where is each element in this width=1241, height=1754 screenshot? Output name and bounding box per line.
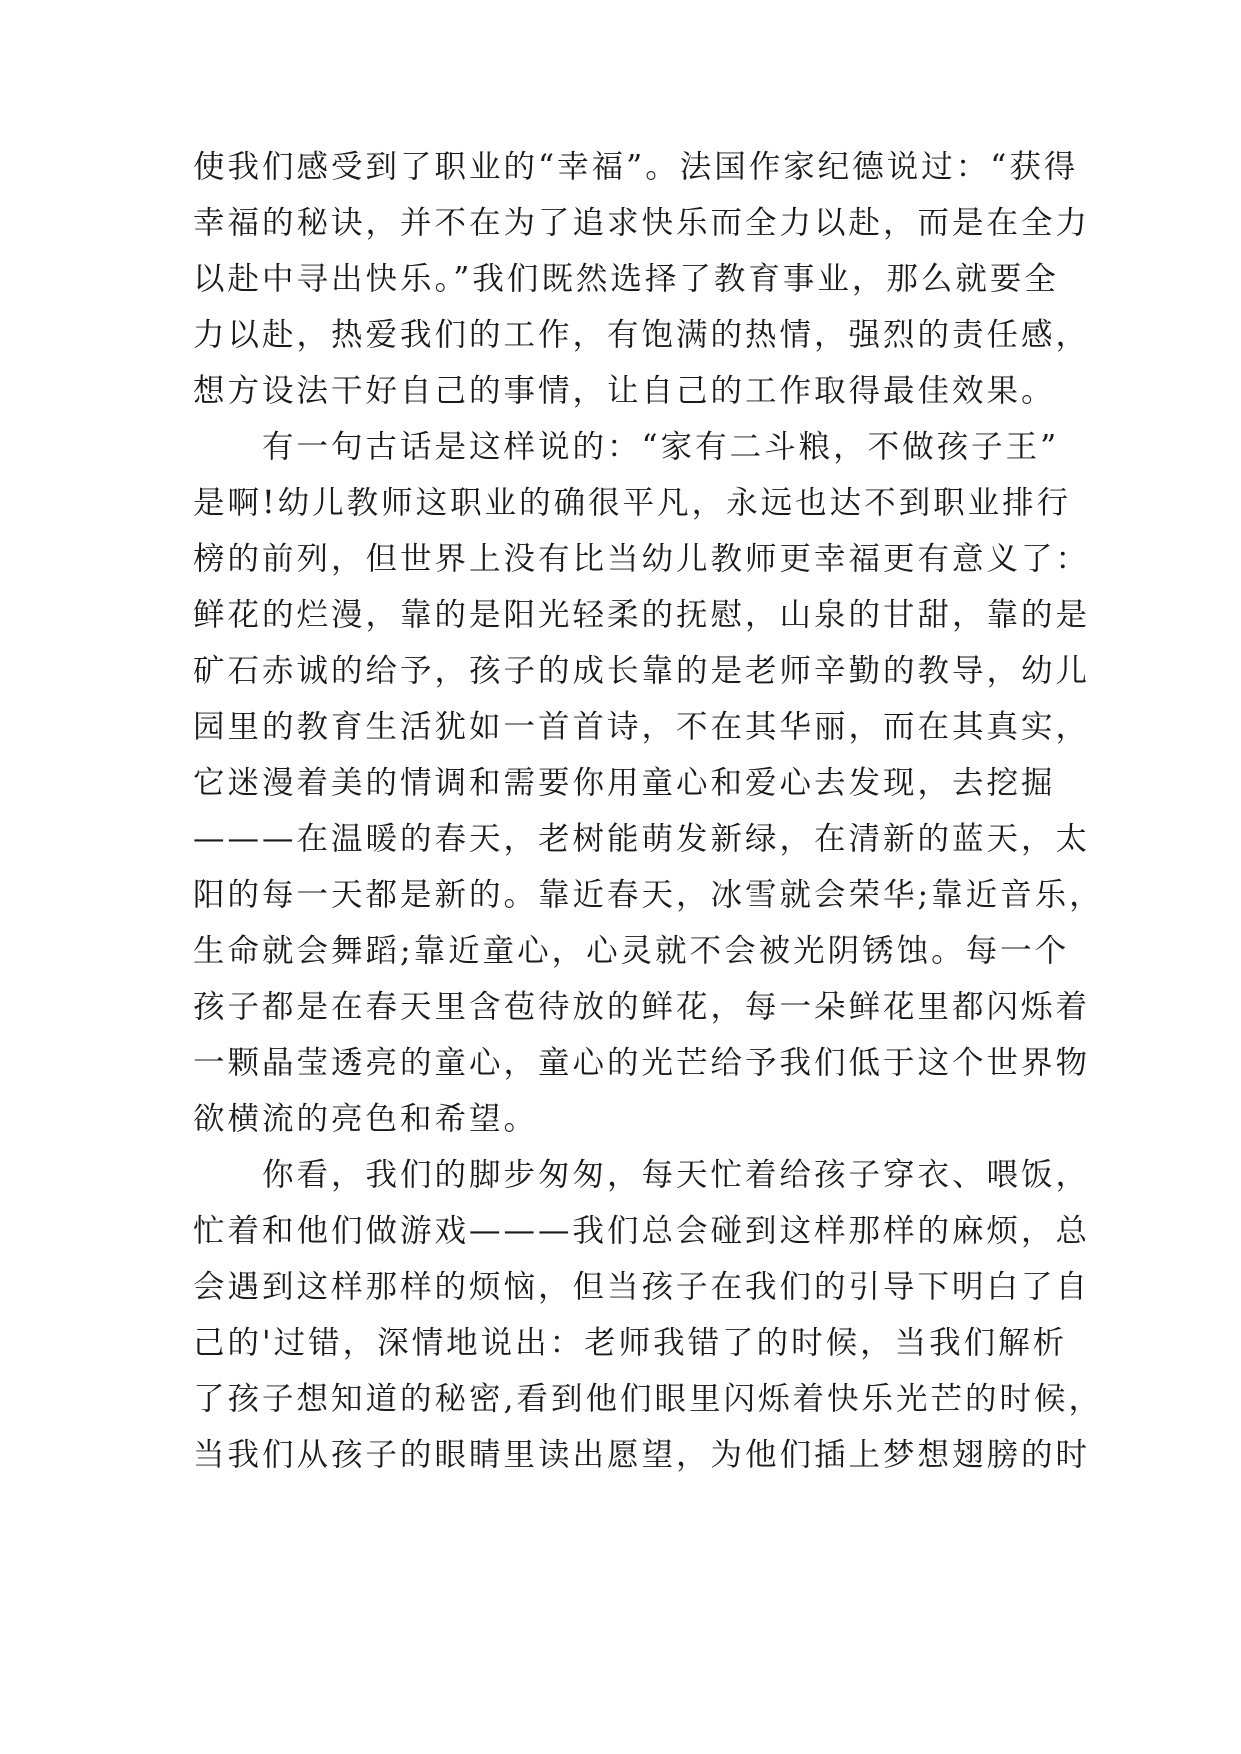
text-line: 一颗晶莹透亮的童心，童心的光芒给予我们低于这个世界物 xyxy=(193,1045,1091,1081)
text-line: 忙着和他们做游戏———我们总会碰到这样那样的麻烦，总 xyxy=(193,1213,1091,1249)
text-line: 鲜花的烂漫，靠的是阳光轻柔的抚慰，山泉的甘甜，靠的是 xyxy=(193,597,1091,633)
text-line: 会遇到这样那样的烦恼，但当孩子在我们的引导下明白了自 xyxy=(193,1269,1091,1305)
text-line: 了孩子想知道的秘密,看到他们眼里闪烁着快乐光芒的时候， xyxy=(193,1381,1104,1417)
text-line: 想方设法干好自己的事情，让自己的工作取得最佳效果。 xyxy=(193,373,1056,409)
text-line: 当我们从孩子的眼睛里读出愿望，为他们插上梦想翅膀的时 xyxy=(193,1437,1091,1473)
text-line: 以赴中寻出快乐。”我们既然选择了教育事业，那么就要全 xyxy=(193,261,1059,297)
text-line: 己的'过错，深情地说出：老师我错了的时候，当我们解析 xyxy=(193,1325,1068,1361)
text-line: 使我们感受到了职业的“幸福”。法国作家纪德说过：“获得 xyxy=(193,149,1079,185)
text-line: 阳的每一天都是新的。靠近春天，冰雪就会荣华;靠近音乐， xyxy=(193,877,1104,913)
text-line: 欲横流的亮色和希望。 xyxy=(193,1101,539,1137)
text-line: ———在温暖的春天，老树能萌发新绿，在清新的蓝天，太 xyxy=(193,821,1091,857)
text-line: 幸福的秘诀，并不在为了追求快乐而全力以赴，而是在全力 xyxy=(193,205,1091,241)
text-line: 它迷漫着美的情调和需要你用童心和爱心去发现，去挖掘 xyxy=(193,765,1056,801)
text-line: 孩子都是在春天里含苞待放的鲜花，每一朵鲜花里都闪烁着 xyxy=(193,989,1091,1025)
text-line: 有一句古话是这样说的：“家有二斗粮，不做孩子王” xyxy=(193,429,1060,465)
text-line: 你看，我们的脚步匆匆，每天忙着给孩子穿衣、喂饭， xyxy=(193,1157,1091,1193)
text-line: 力以赴，热爱我们的工作，有饱满的热情，强烈的责任感， xyxy=(193,317,1091,353)
text-line: 矿石赤诚的给予，孩子的成长靠的是老师辛勤的教导，幼儿 xyxy=(193,653,1091,689)
text-line: 是啊!幼儿教师这职业的确很平凡，永远也达不到职业排行 xyxy=(193,485,1072,521)
text-line: 园里的教育生活犹如一首首诗，不在其华丽，而在其真实， xyxy=(193,709,1091,745)
text-line: 生命就会舞蹈;靠近童心，心灵就不会被光阴锈蚀。每一个 xyxy=(193,933,1070,969)
text-line: 榜的前列，但世界上没有比当幼儿教师更幸福更有意义了： xyxy=(193,541,1091,577)
